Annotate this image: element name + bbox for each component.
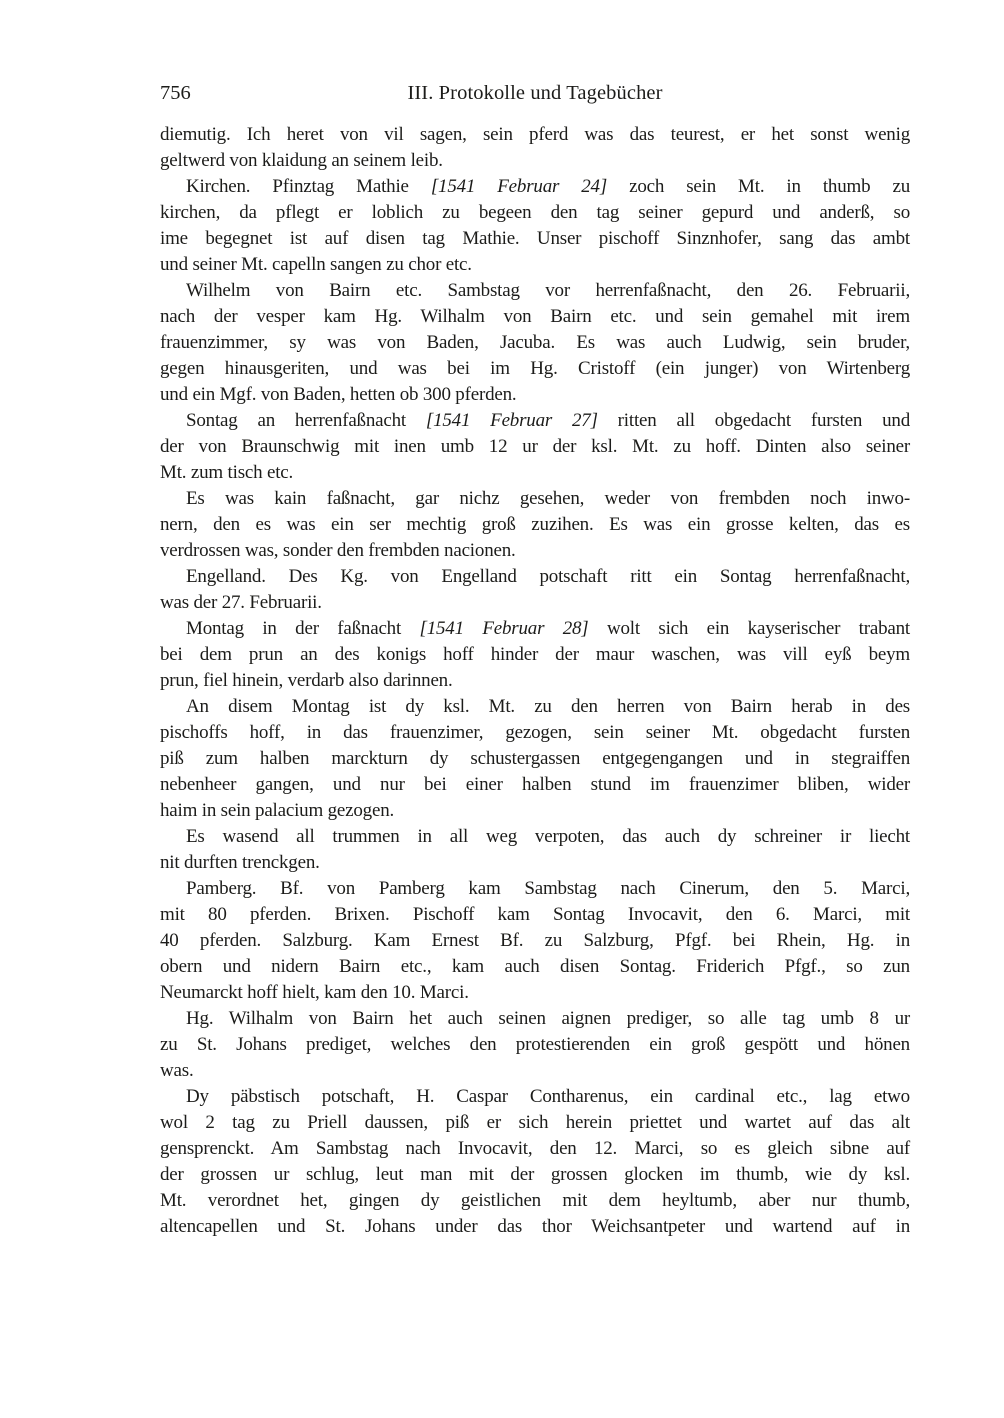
- text-line: [160, 772, 910, 798]
- text-line: [160, 642, 910, 668]
- paragraph: [160, 824, 910, 876]
- text-run: bei dem prun an des konigs hoff hinder der maur waschen, was vill eyß beym: [160, 644, 910, 665]
- text-run: nebenheer gangen, und nur bei einer halben stund im frauenzimer bliben, wider: [160, 774, 910, 795]
- text-run: 40 pferden. Salzburg. Kam Ernest Bf. zu Salzburg, Pfgf. bei Rhein, Hg. in: [160, 930, 910, 951]
- text-run: Wilhelm von Bairn etc. Sambstag vor herrenfaßnacht, den 26. Februarii,: [186, 280, 910, 301]
- text-run: pischoffs hoff, in das frauenzimer, gezogen, sein seiner Mt. obgedacht fursten: [160, 722, 910, 743]
- text-run: der grossen ur schlug, leut man mit der grossen glocken im thumb, wie dy ksl.: [160, 1164, 910, 1185]
- paragraph: [160, 1006, 910, 1084]
- text-line: [160, 746, 910, 772]
- text-run: Mt. zum tisch etc.: [160, 462, 294, 483]
- text-line: [160, 720, 910, 746]
- paragraph: [160, 564, 910, 616]
- text-line: [160, 200, 910, 226]
- text-run: An disem Montag ist dy ksl. Mt. zu den herren von Bairn herab in des: [186, 696, 910, 717]
- text-line: [160, 694, 910, 720]
- text-run: piß zum halben marckturn dy schustergassen entgegengangen und in stegraiffen: [160, 748, 910, 769]
- text-line: [160, 512, 910, 538]
- text-run: Engelland. Des Kg. von Engelland potschaft ritt ein Sontag herrenfaßnacht,: [186, 566, 910, 587]
- text-line: [160, 1110, 910, 1136]
- text-run: zu St. Johans prediget, welches den protestierenden ein groß gespött und hönen: [160, 1034, 910, 1055]
- date-annotation: [1541 Februar 28]: [419, 618, 589, 639]
- text-run: nach der vesper kam Hg. Wilhalm von Bairn etc. und sein gemahel mit irem: [160, 306, 910, 327]
- text-run: Sontag an herrenfaßnacht: [186, 410, 426, 431]
- paragraph: [160, 486, 910, 564]
- text-line: [160, 798, 910, 824]
- text-run: altencapellen und St. Johans under das thor Weichsantpeter und wartend auf in: [160, 1216, 910, 1237]
- text-run: mit 80 pferden. Brixen. Pischoff kam Sontag Invocavit, den 6. Marci, mit: [160, 904, 910, 925]
- text-line: [160, 1162, 910, 1188]
- text-line: [160, 330, 910, 356]
- text-run: frauenzimmer, sy was von Baden, Jacuba. Es was auch Ludwig, sein bruder,: [160, 332, 910, 353]
- text-run: Es was kain faßnacht, gar nichz gesehen, weder von frembden noch inwo-: [186, 488, 910, 509]
- text-run: zoch sein Mt. in thumb zu: [607, 176, 910, 197]
- text-run: was der 27. Februarii.: [160, 592, 322, 613]
- text-run: Montag in der faßnacht: [186, 618, 420, 639]
- paragraph: [160, 408, 910, 486]
- text-line: [160, 876, 910, 902]
- text-line: [160, 356, 910, 382]
- date-annotation: [1541 Februar 24]: [430, 176, 608, 197]
- text-run: ritten all obgedacht fursten und: [597, 410, 911, 431]
- text-line: [160, 1084, 910, 1110]
- text-line: [160, 278, 910, 304]
- text-line: [160, 408, 910, 434]
- text-run: und seiner Mt. capelln sangen zu chor etc.: [160, 254, 472, 275]
- text-line: [160, 304, 910, 330]
- text-line: [160, 226, 910, 252]
- text-run: diemutig. Ich heret von vil sagen, sein pferd was das teurest, er het sonst wenig: [160, 124, 910, 145]
- text-run: Pamberg. Bf. von Pamberg kam Sambstag nach Cinerum, den 5. Marci,: [186, 878, 910, 899]
- paragraph: [160, 876, 910, 1006]
- text-line: [160, 252, 910, 278]
- body-text: [160, 122, 910, 1240]
- text-run: und ein Mgf. von Baden, hetten ob 300 pferden.: [160, 384, 517, 405]
- page-number: 756: [160, 82, 191, 104]
- text-run: Es wasend all trummen in all weg verpoten, das auch dy schreiner ir liecht: [186, 826, 910, 847]
- text-line: [160, 122, 910, 148]
- text-run: haim in sein palacium gezogen.: [160, 800, 395, 821]
- text-line: [160, 434, 910, 460]
- text-run: Hg. Wilhalm von Bairn het auch seinen aignen prediger, so alle tag umb 8 ur: [186, 1008, 910, 1029]
- text-line: [160, 616, 910, 642]
- running-title: III. Protokolle und Tagebücher: [407, 82, 663, 104]
- text-run: verdrossen was, sonder den frembden nacionen.: [160, 540, 516, 561]
- text-line: [160, 486, 910, 512]
- paragraph: [160, 694, 910, 824]
- text-line: [160, 1136, 910, 1162]
- text-line: [160, 824, 910, 850]
- text-line: [160, 148, 910, 174]
- text-run: obern und nidern Bairn etc., kam auch disen Sontag. Friderich Pfgf., so zun: [160, 956, 910, 977]
- text-line: [160, 954, 910, 980]
- text-line: [160, 538, 910, 564]
- text-line: [160, 564, 910, 590]
- text-line: [160, 1032, 910, 1058]
- text-run: Mt. verordnet het, gingen dy geistlichen mit dem heyltumb, aber nur thumb,: [160, 1190, 910, 1211]
- text-line: [160, 174, 910, 200]
- text-line: [160, 1006, 910, 1032]
- text-run: was.: [160, 1060, 194, 1081]
- text-run: Neumarckt hoff hielt, kam den 10. Marci.: [160, 982, 469, 1003]
- text-line: [160, 1188, 910, 1214]
- text-run: nit durften trenckgen.: [160, 852, 320, 873]
- text-run: geltwerd von klaidung an seinem leib.: [160, 150, 443, 171]
- text-line: [160, 590, 910, 616]
- paragraph: [160, 616, 910, 694]
- text-line: [160, 1214, 910, 1240]
- text-line: [160, 382, 910, 408]
- text-run: ime begegnet ist auf disen tag Mathie. Unser pischoff Sinznhofer, sang das ambt: [160, 228, 910, 249]
- paragraph: [160, 278, 910, 408]
- text-run: kirchen, da pflegt er loblich zu begeen den tag seiner gepurd und anderß, so: [160, 202, 910, 223]
- text-run: Kirchen. Pfinztag Mathie: [186, 176, 431, 197]
- text-run: gensprenckt. Am Sambstag nach Invocavit, den 12. Marci, so es gleich sibne auf: [160, 1138, 910, 1159]
- text-line: [160, 668, 910, 694]
- text-run: wolt sich ein kayserischer trabant: [588, 618, 911, 639]
- date-annotation: [1541 Februar 27]: [425, 410, 598, 431]
- text-line: [160, 1058, 910, 1084]
- paragraph: [160, 122, 910, 174]
- page-header: [160, 80, 910, 106]
- text-line: [160, 902, 910, 928]
- text-run: gegen hinausgeriten, und was bei im Hg. Cristoff (ein junger) von Wirtenberg: [160, 358, 910, 379]
- text-run: prun, fiel hinein, verdarb also darinnen.: [160, 670, 453, 691]
- text-line: [160, 850, 910, 876]
- text-run: Dy päbstisch potschaft, H. Caspar Contharenus, ein cardinal etc., lag etwo: [186, 1086, 910, 1107]
- text-line: [160, 460, 910, 486]
- text-line: [160, 980, 910, 1006]
- text-line: [160, 928, 910, 954]
- text-run: nern, den es was ein ser mechtig groß zuzihen. Es was ein grosse kelten, das es: [160, 514, 910, 535]
- paragraph: [160, 1084, 910, 1240]
- text-run: wol 2 tag zu Priell daussen, piß er sich herein priettet und wartet auf das alt: [160, 1112, 910, 1133]
- text-run: der von Braunschwig mit inen umb 12 ur der ksl. Mt. zu hoff. Dinten also seiner: [160, 436, 910, 457]
- paragraph: [160, 174, 910, 278]
